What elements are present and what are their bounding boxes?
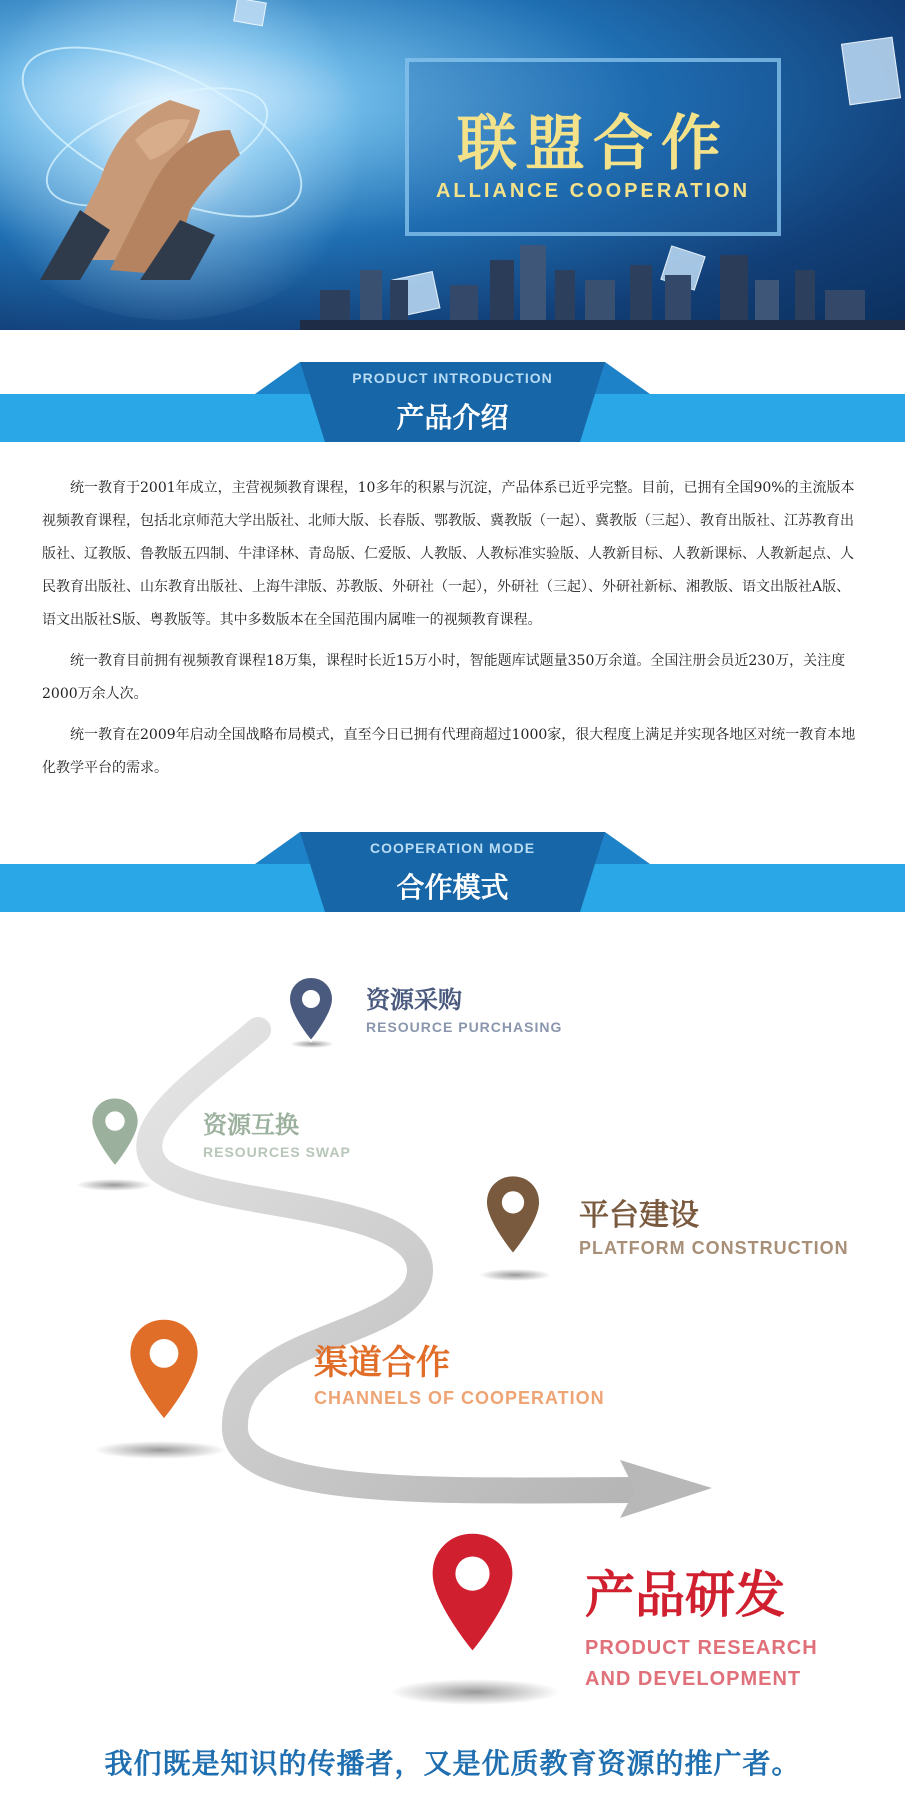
map-pin-icon <box>286 975 336 1045</box>
city-skyline <box>300 240 905 330</box>
mode-platform-construction: 平台建设 PLATFORM CONSTRUCTION <box>579 1198 849 1258</box>
banner-title: 联盟合作 <box>457 109 729 179</box>
mode-product-research: 产品研发 PRODUCT RESEARCH AND DEVELOPMENT <box>585 1566 818 1690</box>
mode-resource-purchasing: 资源采购 RESOURCE PURCHASING <box>366 986 563 1035</box>
handshake-image <box>40 60 260 280</box>
banner <box>0 0 905 330</box>
intro-paragraph: 统一教育于2001年成立，主营视频教育课程，10多年的积累与沉淀，产品体系已近乎完整。目前，已拥有全国90%的主流版本视频教育课程，包括北京师范大学出版社、北师大版、长春版、鄂教版、冀教版（一起）、冀教版（三起）、教育出版社、江苏教育出版社、辽教版、鲁教版五四制、牛津译林、青岛版、仁爱版、人教版、人教标准实验版、人教新目标、人教新课标、人教新起点、人民教育出版社、山东教育出版社、上海牛津版、苏教版、外研社（一起），外研社（三起）、外研社新标、湘教版、语文出版社A版、语文出版社S版、粤教版等。其中多数版本在全国范围内属唯一的视频教育课程。 <box>42 480 855 628</box>
cooperation-diagram <box>0 910 905 1730</box>
slogan: 我们既是知识的传播者，又是优质教育资源的推广者。 <box>104 1747 801 1780</box>
map-pin-icon <box>425 1527 520 1662</box>
mode-channels-of-cooperation: 渠道合作 CHANNELS OF COOPERATION <box>314 1343 605 1408</box>
banner-title-box <box>405 58 781 236</box>
mode-resources-swap: 资源互换 RESOURCES SWAP <box>203 1111 351 1160</box>
intro-paragraph: 统一教育在2009年启动全国战略布局模式，直至今日已拥有代理商超过1000家，很大程度上满足并实现各地区对统一教育本地化教学平台的需求。 <box>42 727 856 776</box>
section-title-en: PRODUCT INTRODUCTION <box>352 370 553 386</box>
map-pin-icon <box>88 1095 142 1171</box>
section-header-mode <box>0 832 905 912</box>
section-header-intro <box>0 362 905 442</box>
map-pin-icon <box>482 1172 544 1260</box>
map-pin-icon <box>124 1315 204 1427</box>
banner-subtitle: ALLIANCE COOPERATION <box>435 180 751 202</box>
intro-text <box>42 472 862 793</box>
intro-paragraph: 统一教育目前拥有视频教育课程18万集，课程时长近15万小时，智能题库试题量350万余道。全国注册会员近230万，关注度2000万余人次。 <box>42 653 846 702</box>
section-title-en: COOPERATION MODE <box>369 840 536 856</box>
section-title: 产品介绍 <box>396 401 509 434</box>
section-title: 合作模式 <box>396 871 509 904</box>
